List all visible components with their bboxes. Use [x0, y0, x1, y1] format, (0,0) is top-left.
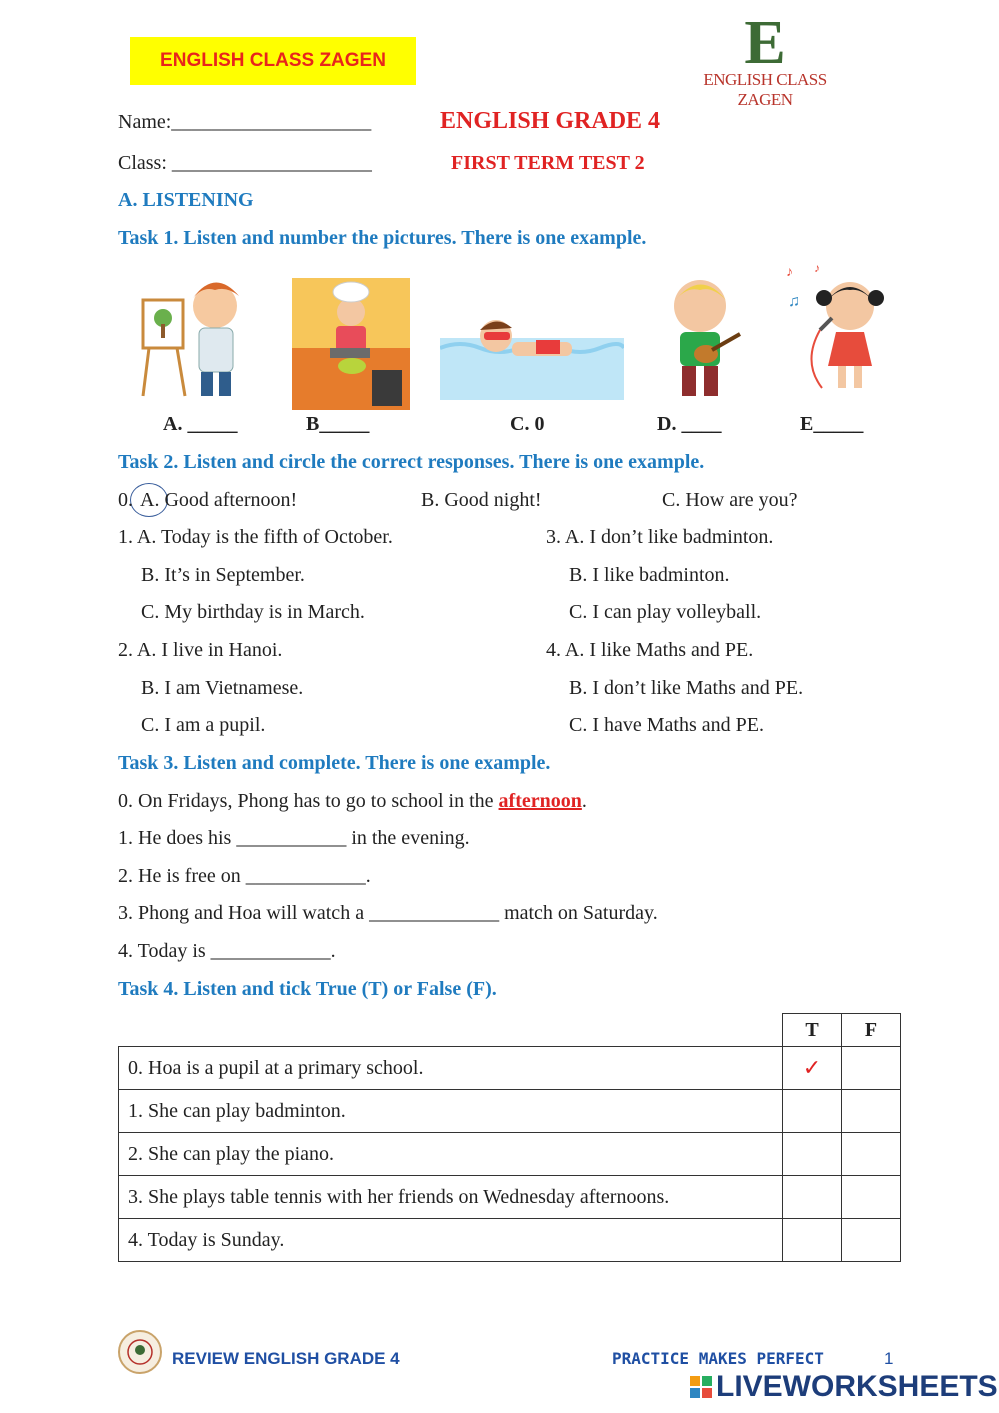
header-banner: ENGLISH CLASS ZAGEN — [130, 37, 416, 85]
true-cell-0 — [783, 1047, 842, 1090]
column-true-header: T — [783, 1014, 842, 1047]
table-row — [119, 1176, 901, 1219]
q1-option-b[interactable]: B. It’s in September. — [141, 564, 305, 586]
table-header-blank — [119, 1014, 783, 1047]
true-false-table — [118, 1013, 901, 1262]
task1-title: Task 1. Listen and number the pictures. There is one example. — [118, 227, 647, 249]
q3-option-c[interactable]: C. I can play volleyball. — [569, 601, 762, 623]
task2-example-option-a: A. Good afternoon! — [140, 489, 298, 511]
task3-example-text: 0. On Fridays, Phong has to go to school in the — [118, 790, 499, 812]
statement-2: 2. She can play the piano. — [119, 1133, 783, 1176]
footer-right-text: PRACTICE MAKES PERFECT — [612, 1349, 824, 1368]
liveworksheets-brand[interactable] — [690, 1370, 998, 1404]
table-row — [119, 1133, 901, 1176]
statement-3: 3. She plays table tennis with her friends on Wednesday afternoons. — [119, 1176, 783, 1219]
task3-item-1[interactable]: 1. He does his ___________ in the evening. — [118, 827, 470, 849]
page-subtitle: FIRST TERM TEST 2 — [451, 152, 645, 174]
table-row — [119, 1047, 901, 1090]
false-cell-1[interactable] — [842, 1090, 901, 1133]
table-row — [119, 1219, 901, 1262]
footer-left-text: REVIEW ENGLISH GRADE 4 — [172, 1349, 400, 1368]
column-false-header: F — [842, 1014, 901, 1047]
false-cell-0 — [842, 1047, 901, 1090]
false-cell-3[interactable] — [842, 1176, 901, 1219]
task2-title: Task 2. Listen and circle the correct responses. There is one example. — [118, 451, 705, 473]
girl-singing-image — [782, 262, 900, 402]
section-listening: A. LISTENING — [118, 189, 254, 211]
task4-title: Task 4. Listen and tick True (T) or False (F). — [118, 978, 497, 1000]
true-cell-4[interactable] — [783, 1219, 842, 1262]
logo-letter: E — [744, 9, 786, 77]
task2-example-option-b: B. Good night! — [421, 489, 542, 511]
boy-guitar-image — [664, 274, 742, 404]
statement-4: 4. Today is Sunday. — [119, 1219, 783, 1262]
false-cell-2[interactable] — [842, 1133, 901, 1176]
task1-label-a[interactable]: A. _____ — [163, 413, 238, 435]
q3-option-b[interactable]: B. I like badminton. — [569, 564, 730, 586]
task2-example-num: 0. — [118, 489, 133, 511]
q4-option-a[interactable]: 4. A. I like Maths and PE. — [546, 639, 754, 661]
q4-option-b[interactable]: B. I don’t like Maths and PE. — [569, 677, 804, 699]
task3-example-answer: afternoon — [498, 790, 582, 812]
boy-painting-image — [135, 268, 257, 402]
true-cell-1[interactable] — [783, 1090, 842, 1133]
girl-cooking-image — [292, 278, 410, 410]
task1-label-e[interactable]: E_____ — [800, 413, 864, 435]
page-title: ENGLISH GRADE 4 — [440, 108, 661, 134]
q2-option-a[interactable]: 2. A. I live in Hanoi. — [118, 639, 283, 661]
task3-item-4[interactable]: 4. Today is ____________. — [118, 940, 336, 962]
true-cell-3[interactable] — [783, 1176, 842, 1219]
q3-option-a[interactable]: 3. A. I don’t like badminton. — [546, 526, 774, 548]
svg-text:♫: ♫ — [788, 293, 800, 310]
boy-swimming-image — [440, 308, 624, 400]
liveworksheets-text: LIVEWORKSHEETS — [716, 1370, 998, 1403]
q1-option-c[interactable]: C. My birthday is in March. — [141, 601, 365, 623]
task1-label-d[interactable]: D. ____ — [657, 413, 722, 435]
task3-example-end: . — [581, 790, 587, 812]
task2-example-option-c: C. How are you? — [662, 489, 798, 511]
q2-option-c[interactable]: C. I am a pupil. — [141, 714, 266, 736]
statement-1: 1. She can play badminton. — [119, 1090, 783, 1133]
school-logo — [680, 9, 850, 109]
svg-text:♪: ♪ — [786, 265, 793, 280]
true-cell-2[interactable] — [783, 1133, 842, 1176]
footer-logo-icon — [118, 1330, 162, 1374]
table-row — [119, 1090, 901, 1133]
task1-label-b[interactable]: B_____ — [306, 413, 370, 435]
task3-item-3[interactable]: 3. Phong and Hoa will watch a _____________ match on Saturday. — [118, 902, 658, 924]
false-cell-4[interactable] — [842, 1219, 901, 1262]
task3-example — [118, 790, 587, 813]
svg-text:♪: ♪ — [814, 262, 820, 275]
liveworksheets-icon — [690, 1376, 712, 1398]
q2-option-b[interactable]: B. I am Vietnamese. — [141, 677, 304, 699]
logo-text: ENGLISH CLASS ZAGEN — [703, 70, 827, 109]
page-number: 1 — [884, 1349, 894, 1368]
task1-label-c: C. 0 — [510, 413, 545, 435]
check-icon: ✓ — [802, 1055, 822, 1080]
statement-0: 0. Hoa is a pupil at a primary school. — [119, 1047, 783, 1090]
task3-item-2[interactable]: 2. He is free on ____________. — [118, 865, 371, 887]
q1-option-a[interactable]: 1. A. Today is the fifth of October. — [118, 526, 393, 548]
task3-title: Task 3. Listen and complete. There is one example. — [118, 752, 551, 774]
name-field[interactable]: Name:____________________ — [118, 111, 372, 133]
q4-option-c[interactable]: C. I have Maths and PE. — [569, 714, 764, 736]
class-field[interactable]: Class: ____________________ — [118, 152, 372, 174]
